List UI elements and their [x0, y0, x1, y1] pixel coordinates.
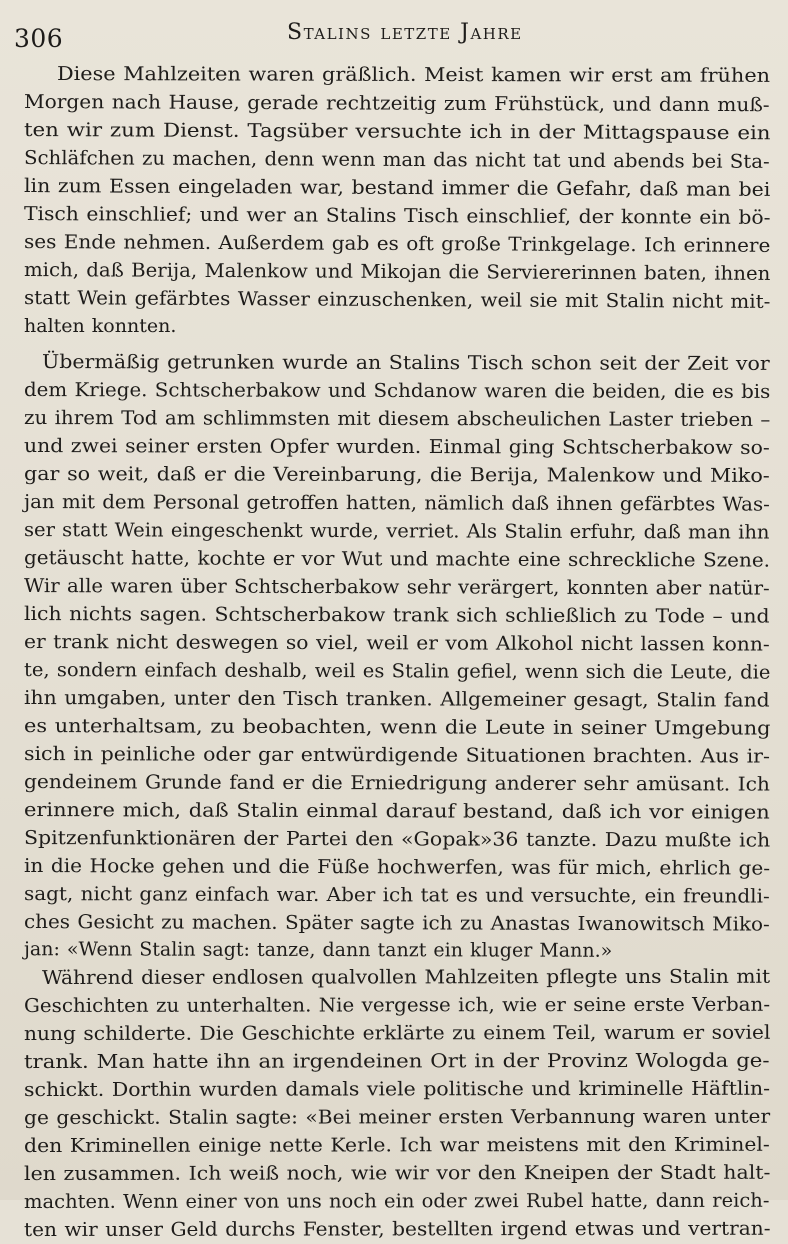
page-header: [0, 16, 788, 53]
text-line: Schläfchen zu machen, denn wenn man das nicht tat und abends bei Sta-: [23, 147, 770, 173]
text-line: lin zum Essen eingeladen war, bestand immer die Gefahr, daß man bei: [23, 175, 771, 201]
text-line: ten wir unser Geld durchs Fenster, bestellten irgend etwas und vertran-: [23, 1217, 771, 1241]
text-line: statt Wein gefärbtes Wasser einzuschenken, weil sie mit Stalin nicht mit-: [23, 287, 771, 313]
text-line: sagt, nicht ganz einfach war. Aber ich tat es und versuchte, ein freundli-: [23, 883, 770, 908]
text-line: len zusammen. Ich weiß noch, wie wir vor den Kneipen der Stadt halt-: [23, 1161, 771, 1185]
text-line: Spitzenfunktionären der Partei den «Gopak»36 tanzte. Dazu mußte ich: [23, 827, 771, 852]
text-line: lich nichts sagen. Schtscherbakow trank sich schließlich zu Tode – und: [23, 603, 770, 628]
body-text: [0, 58, 788, 1241]
text-line: ge geschickt. Stalin sagte: «Bei meiner ersten Verbannung waren unter: [23, 1105, 771, 1129]
text-line: Tisch einschlief; und wer an Stalins Tisch einschlief, der konnte ein bö-: [23, 203, 771, 229]
text-line: trank. Man hatte ihn an irgendeinen Ort in der Provinz Wologda ge-: [23, 1049, 770, 1073]
running-title: Stalins letzte Jahre: [287, 20, 523, 45]
text-line: es unterhaltsam, zu beobachten, wenn die Leute in seiner Umgebung: [23, 715, 771, 740]
text-line: halten konnten.: [24, 315, 177, 337]
text-line: den Kriminellen einige nette Kerle. Ich war meistens mit den Kriminel-: [23, 1133, 770, 1157]
text-line: er trank nicht deswegen so viel, weil er vom Alkohol nicht lassen konn-: [23, 631, 770, 656]
text-line: ten wir zum Dienst. Tagsüber versuchte ich in der Mittagspause ein: [23, 119, 771, 145]
text-line: Diese Mahlzeiten waren gräßlich. Meist kamen wir erst am frühen: [56, 63, 771, 87]
text-line: schickt. Dorthin wurden damals viele politische und kriminelle Häftlin-: [23, 1077, 771, 1101]
text-line: mich, daß Berija, Malenkow und Mikojan die Serviererinnen baten, ihnen: [23, 259, 771, 285]
text-line: jan mit dem Personal getroffen hatten, nämlich daß ihnen gefärbtes Was-: [23, 491, 770, 516]
text-line: nung schilderte. Die Geschichte erklärte zu einem Teil, warum er soviel: [23, 1021, 771, 1045]
text-line: erinnere mich, daß Stalin einmal darauf bestand, daß ich vor einigen: [23, 799, 770, 824]
text-line: Während dieser endlosen qualvollen Mahlzeiten pflegte uns Stalin mit: [41, 965, 771, 989]
text-line: getäuscht hatte, kochte er vor Wut und machte eine schreckliche Szene.: [23, 547, 771, 572]
text-line: Wir alle waren über Schtscherbakow sehr verärgert, konnten aber natür-: [23, 575, 770, 600]
text-line: ser statt Wein eingeschenkt wurde, verriet. Als Stalin erfuhr, daß man ihn: [23, 519, 770, 544]
text-line: ses Ende nehmen. Außerdem gab es oft große Trinkgelage. Ich erinnere: [23, 231, 771, 257]
text-line: gendeinem Grunde fand er die Erniedrigung anderer sehr amüsant. Ich: [23, 771, 771, 796]
text-line: machten. Wenn einer von uns noch ein oder zwei Rubel hatte, dann reich-: [23, 1189, 770, 1213]
text-line: ches Gesicht zu machen. Später sagte ich zu Anastas Iwanowitsch Miko-: [23, 911, 770, 936]
text-line: dem Kriege. Schtscherbakow und Schdanow waren die beiden, die es bis: [23, 379, 771, 403]
text-line: Geschichten zu unterhalten. Nie vergesse ich, wie er seine erste Verban-: [23, 993, 771, 1017]
text-line: Übermäßig getrunken wurde an Stalins Tisch schon seit der Zeit vor: [41, 351, 770, 375]
text-line: te, sondern einfach deshalb, weil es Stalin gefiel, wenn sich die Leute, die: [23, 659, 771, 684]
text-line: sich in peinliche oder gar entwürdigende Situationen brachten. Aus ir-: [23, 743, 770, 768]
text-line: ihn umgaben, unter den Tisch tranken. Allgemeiner gesagt, Stalin fand: [23, 687, 770, 712]
text-line: und zwei seiner ersten Opfer wurden. Einmal ging Schtscherbakow so-: [23, 435, 770, 459]
text-line: jan: «Wenn Stalin sagt: tanze, dann tanzt ein kluger Mann.»: [23, 938, 613, 962]
text-line: gar so weit, daß er die Vereinbarung, die Berija, Malenkow und Miko-: [23, 463, 770, 487]
page-number: 306: [14, 24, 64, 53]
text-line: in die Hocke gehen und die Füße hochwerfen, was für mich, ehrlich ge-: [23, 855, 771, 880]
text-line: zu ihrem Tod am schlimmsten mit diesem abscheulichen Laster trieben –: [23, 407, 771, 431]
text-line: Morgen nach Hause, gerade rechtzeitig zum Frühstück, und dann muß-: [23, 91, 770, 117]
